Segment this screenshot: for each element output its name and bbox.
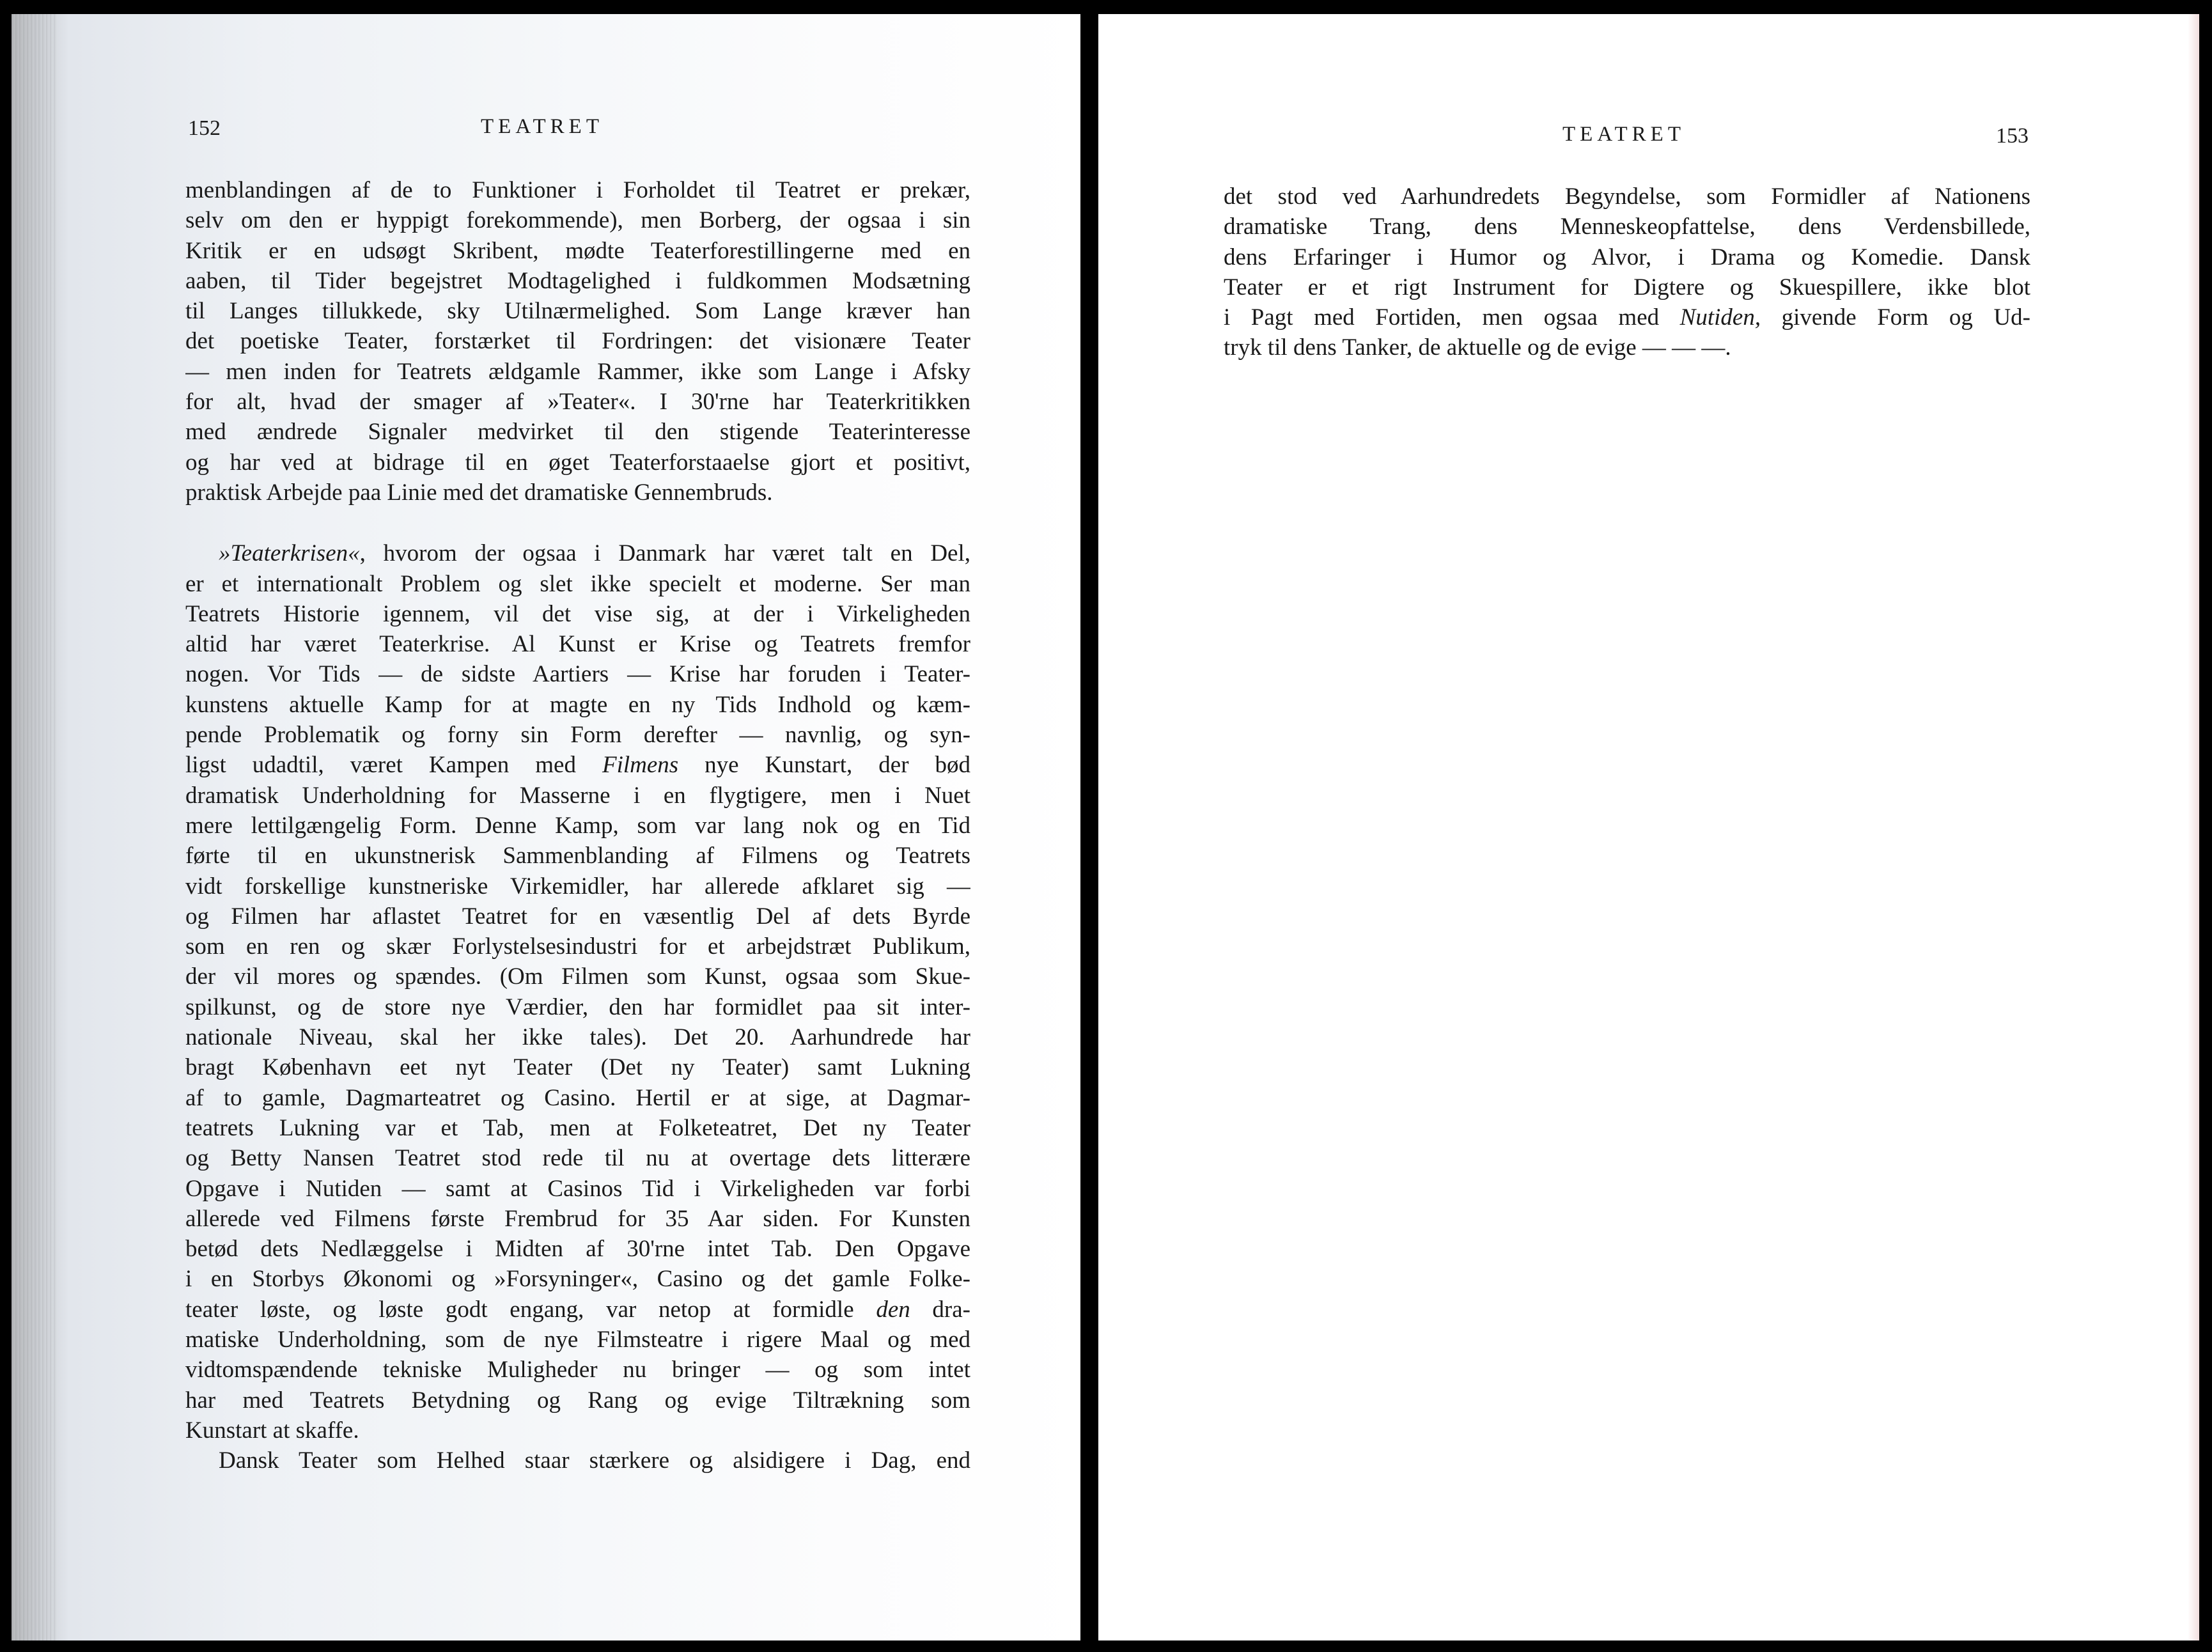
paragraph-gap (185, 508, 970, 538)
text-line: bragt København eet nyt Teater (Det ny Teater) samt Lukning (185, 1054, 970, 1081)
text-line: der vil mores og spændes. (Om Filmen som Kunst, ogsaa som Skue- (185, 963, 970, 990)
running-head-right: TEATRET (1562, 123, 1685, 146)
right-page (1098, 14, 2199, 1640)
text-line-rest: , hvorom der ogsaa i Danmark har været talt en Del, (359, 540, 970, 567)
text-line: med ændrede Signaler medvirket til den stigende Teaterinteresse (185, 419, 970, 446)
text-line: teater løste, og løste godt engang, var netop at formidle den dra- (185, 1296, 970, 1323)
text-line: af to gamle, Dagmarteatret og Casino. Hertil er at sige, at Dagmar- (185, 1084, 970, 1111)
left-text-block (185, 175, 970, 1476)
text-line: pende Problematik og forny sin Form derefter — navnlig, og syn- (185, 722, 970, 749)
text-line: og har ved at bidrage til en øget Teaterforstaaelse gjort et positivt, (185, 449, 970, 476)
text-line: og Filmen har aflastet Teatret for en væsentlig Del af dets Byrde (185, 903, 970, 930)
italic-term: Nutiden, (1679, 304, 1761, 331)
text-line: nationale Niveau, skal her ikke tales). Det 20. Aarhundrede har (185, 1024, 970, 1051)
text-line: vidtomspændende tekniske Muligheder nu bringer — og som intet (185, 1357, 970, 1383)
text-line: teatrets Lukning var et Tab, men at Folketeatret, Det ny Teater (185, 1114, 970, 1141)
text-line: førte til en ukunstnerisk Sammenblanding af Filmens og Teatrets (185, 843, 970, 869)
italic-term: »Teaterkrisen« (219, 540, 360, 567)
left-page (12, 14, 1080, 1640)
page-number-right: 153 (1996, 124, 2029, 148)
text-line: praktisk Arbejde paa Linie med det dramatiske Gennembruds. (185, 479, 773, 506)
text-line: i Pagt med Fortiden, men ogsaa med Nutiden, givende Form og Ud- (1224, 304, 2030, 331)
text-line: Opgave i Nutiden — samt at Casinos Tid i Virkeligheden var forbi (185, 1175, 970, 1202)
paragraph-2 (185, 538, 970, 1446)
text-line: ligst udadtil, været Kampen med Filmens nye Kunstart, der bød (185, 752, 970, 779)
text-line: aaben, til Tider begejstret Modtagelighed i fuldkommen Modsætning (185, 267, 970, 294)
text-line: menblandingen af de to Funktioner i Forholdet til Teatret er prekær, (185, 177, 970, 203)
paragraph-1 (185, 175, 970, 508)
text-line: vidt forskellige kunstneriske Virkemidler, har allerede afklaret sig — (185, 873, 970, 900)
text-line: nogen. Vor Tids — de sidste Aartiers — Krise har foruden i Teater- (185, 661, 970, 688)
page-number-left: 152 (188, 116, 221, 140)
text-line: det poetiske Teater, forstærket til Fordringen: det visionære Teater (185, 328, 970, 355)
text-line: allerede ved Filmens første Frembrud for 35 Aar siden. For Kunsten (185, 1205, 970, 1232)
text-line: dramatiske Trang, dens Menneskeopfattelse, dens Verdensbillede, (1224, 214, 2030, 240)
text-line: dramatisk Underholdning for Masserne i en flygtigere, men i Nuet (185, 782, 970, 809)
text-line: selv om den er hyppigt forekommende), men Borberg, der ogsaa i sin (185, 207, 970, 234)
text-line: kunstens aktuelle Kamp for at magte en ny Tids Indhold og kæm- (185, 691, 970, 718)
text-line: — men inden for Teatrets ældgamle Rammer, ikke som Lange i Afsky (185, 358, 970, 385)
text-line: tryk til dens Tanker, de aktuelle og de evige — — —. (1224, 334, 1731, 361)
running-head-left: TEATRET (481, 115, 604, 138)
text-line: matiske Underholdning, som de nye Filmsteatre i rigere Maal og med (185, 1326, 970, 1353)
text-line: det stod ved Aarhundredets Begyndelse, som Formidler af Nationens (1224, 183, 2030, 210)
text-line: mere lettilgængelig Form. Denne Kamp, som var lang nok og en Tid (185, 812, 970, 839)
text-line (185, 538, 970, 568)
italic-term: Filmens (602, 752, 679, 779)
text-line: Teater er et rigt Instrument for Digtere og Skuespillere, ikke blot (1224, 274, 2030, 300)
text-line: Kritik er en udsøgt Skribent, mødte Teaterforestillingerne med en (185, 237, 970, 264)
text-line: som en ren og skær Forlystelsesindustri for et arbejdstræt Publikum, (185, 933, 970, 960)
text-line: i en Storbys Økonomi og »Forsyninger«, Casino og det gamle Folke- (185, 1266, 970, 1293)
text-line: Dansk Teater som Helhed staar stærkere og alsidigere i Dag, end (219, 1447, 970, 1474)
page-edge-tint (2188, 14, 2199, 1640)
text-line: er et internationalt Problem og slet ikke specielt et moderne. Ser man (185, 570, 970, 597)
right-text-block (1224, 182, 2030, 363)
text-line: til Langes tillukkede, sky Utilnærmelighed. Som Lange kræver han (185, 298, 970, 325)
text-line: Kunstart at skaffe. (185, 1417, 359, 1444)
text-line: Teatrets Historie igennem, vil det vise sig, at der i Virkeligheden (185, 600, 970, 627)
text-line: altid har været Teaterkrise. Al Kunst er Krise og Teatrets fremfor (185, 631, 970, 658)
text-line: har med Teatrets Betydning og Rang og evige Tiltrækning som (185, 1387, 970, 1414)
text-line: og Betty Nansen Teatret stod rede til nu at overtage dets litterære (185, 1145, 970, 1172)
text-line: betød dets Nedlæggelse i Midten af 30'rne intet Tab. Den Opgave (185, 1236, 970, 1263)
text-line: spilkunst, og de store nye Værdier, den har formidlet paa sit inter- (185, 994, 970, 1020)
spine-shadow (12, 14, 56, 1640)
paragraph-3 (185, 1446, 970, 1476)
italic-term: den (876, 1296, 910, 1323)
paragraph-4 (1224, 182, 2030, 363)
text-line: dens Erfaringer i Humor og Alvor, i Drama og Komedie. Dansk (1224, 244, 2030, 270)
text-line: for alt, hvad der smager af »Teater«. I 30'rne har Teaterkritikken (185, 389, 970, 416)
